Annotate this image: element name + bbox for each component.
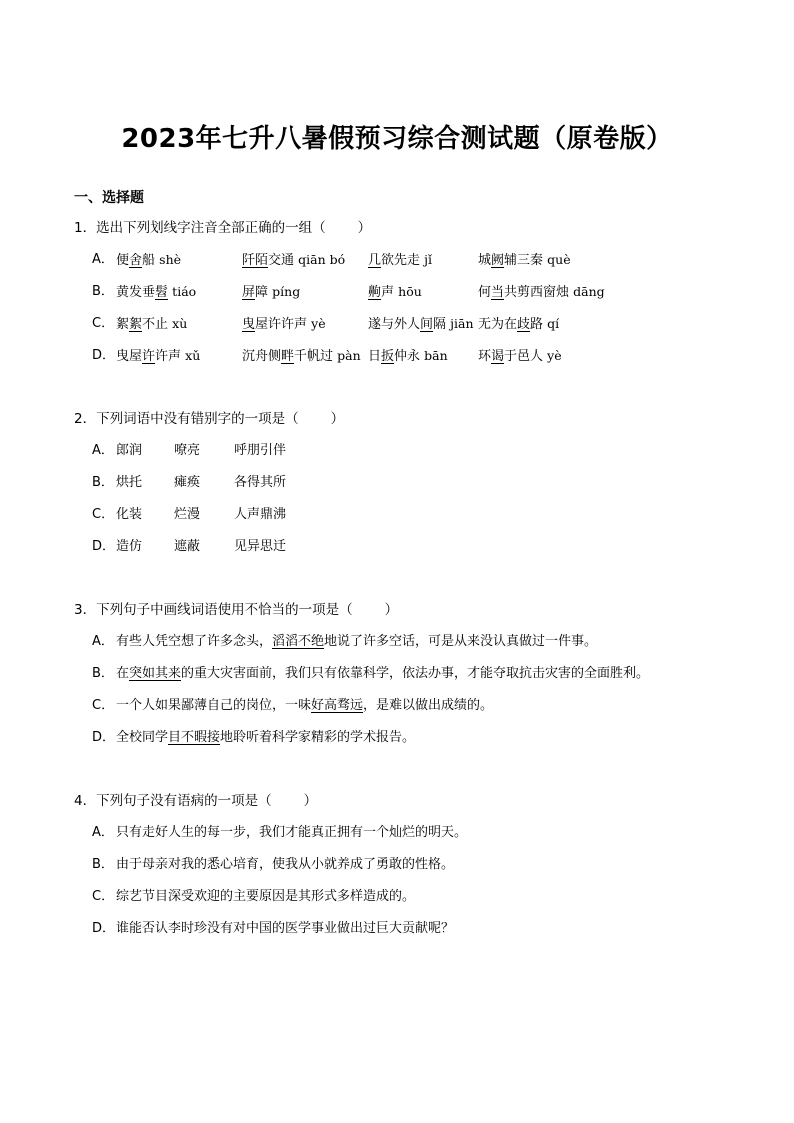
underlined-char: 舍: [129, 253, 143, 268]
word-text: 障: [255, 285, 273, 300]
word-item: [116, 340, 200, 373]
word-item: [242, 244, 345, 277]
word-item: [478, 340, 562, 373]
word-text: 隔: [433, 317, 451, 332]
underlined-phrase: 目不暇接: [168, 730, 221, 745]
underlined-char: 曳: [242, 317, 256, 332]
word-text: 声: [381, 285, 399, 300]
question-1: [74, 212, 754, 372]
pinyin: pàn: [337, 348, 361, 363]
underlined-char: 谒: [491, 349, 505, 364]
question-stem: 1．选出下列划线字注音全部正确的一组（ ）: [74, 220, 372, 236]
word-item: [116, 244, 181, 277]
sentence-text: 地聆听着科学家精彩的学术报告。: [220, 730, 416, 745]
word-text: 于邑人: [504, 349, 548, 364]
sentence-text: 谁能否认李时珍没有对中国的医学事业做出过巨大贡献呢？: [116, 921, 455, 936]
word-text: 无为在: [478, 317, 518, 332]
word-text: 不止: [142, 317, 173, 332]
pinyin: yè: [547, 348, 562, 363]
sentence-text: 在: [116, 666, 130, 681]
sentence-text: 有些人凭空想了许多念头，: [116, 634, 273, 649]
question-4: [74, 785, 754, 945]
word-text: 船: [142, 253, 160, 268]
word-item: [368, 244, 432, 277]
word-item: 呼朋引伴: [234, 443, 287, 458]
word-item: [478, 308, 559, 341]
option-label: C．: [92, 889, 115, 904]
sentence-text: 的重大灾害面前，我们只有依靠科学，依法办事，才能夺取抗击灾害的全面胜利。: [181, 666, 650, 681]
option-c: [74, 690, 754, 722]
underlined-char: 扳: [381, 349, 395, 364]
word-item: 人声鼎沸: [234, 507, 287, 522]
word-item: 烘托: [116, 475, 143, 490]
word-text: 日: [368, 349, 382, 364]
word-item: 见异思迁: [234, 539, 287, 554]
word-text: 沉舟侧: [242, 349, 282, 364]
word-text: 交通: [268, 253, 299, 268]
option-label: D．: [92, 348, 116, 363]
word-text: 千帆过: [294, 349, 338, 364]
underlined-phrase: 好高骛远: [311, 698, 364, 713]
option-label: A．: [92, 252, 114, 267]
option-d: [74, 913, 754, 945]
pinyin: dāng: [573, 284, 605, 299]
underlined-char: 几: [368, 253, 382, 268]
option-b: [74, 658, 754, 690]
option-a: [74, 817, 754, 849]
option-label: B．: [92, 475, 114, 490]
underlined-char: 阡陌: [242, 253, 269, 268]
option-a: [74, 244, 754, 276]
underlined-char: 齁: [368, 285, 382, 300]
option-label: D．: [92, 730, 116, 745]
option-label: B．: [92, 284, 114, 299]
word-item: 各得其所: [234, 475, 287, 490]
sentence-text: 全校同学: [116, 730, 169, 745]
pinyin: píng: [272, 284, 301, 299]
option-label: C．: [92, 507, 115, 522]
pinyin: qiān bó: [298, 252, 346, 267]
word-text: 屋许许声: [255, 317, 312, 332]
word-text: 遂与外人: [368, 317, 421, 332]
underlined-char: 歧: [517, 317, 531, 332]
section-heading: 一、选择题: [74, 190, 144, 206]
word-text: 仲永: [394, 349, 425, 364]
word-text: 黄发垂: [116, 285, 156, 300]
word-item: 造仿: [116, 539, 143, 554]
sentence-text: 一个人如果鄙薄自己的岗位，一味: [116, 698, 312, 713]
underlined-char: 许: [142, 349, 156, 364]
word-text: 欲先走: [381, 253, 425, 268]
word-item: [368, 276, 422, 309]
underlined-char: 当: [491, 285, 505, 300]
word-text: 辅三秦: [504, 253, 548, 268]
underlined-phrase: 突如其来: [129, 666, 182, 681]
sentence-text: 综艺节目深受欢迎的主要原因是其形式多样造成的。: [116, 889, 416, 904]
question-stem: 3．下列句子中画线词语使用不恰当的一项是（ ）: [74, 602, 399, 618]
pinyin: jǐ: [424, 252, 433, 267]
underlined-char: 间: [420, 317, 434, 332]
question-stem: 4．下列句子没有语病的一项是（ ）: [74, 793, 318, 809]
option-label: A．: [92, 634, 114, 649]
option-label: B．: [92, 666, 114, 681]
pinyin: què: [547, 252, 571, 267]
option-label: C．: [92, 316, 115, 331]
word-item: 化装: [116, 507, 143, 522]
option-label: A．: [92, 443, 114, 458]
word-item: 嘹亮: [174, 443, 201, 458]
option-d: [74, 722, 754, 754]
pinyin: bān: [424, 348, 448, 363]
option-a: [74, 435, 754, 467]
word-text: 环: [478, 349, 492, 364]
question-2: [74, 403, 754, 563]
word-item: 瘫痪: [174, 475, 201, 490]
option-label: B．: [92, 857, 114, 872]
word-text: 路: [530, 317, 548, 332]
option-a: [74, 626, 754, 658]
option-label: A．: [92, 825, 114, 840]
underlined-char: 絮: [129, 317, 143, 332]
question-stem: 2．下列词语中没有错别字的一项是（ ）: [74, 411, 345, 427]
option-label: D．: [92, 539, 116, 554]
word-text: 絮: [116, 317, 130, 332]
word-item: [116, 276, 196, 309]
underlined-char: 畔: [281, 349, 295, 364]
option-b: [74, 276, 754, 308]
word-text: 何: [478, 285, 492, 300]
word-text: 许声: [155, 349, 186, 364]
sentence-text: 地说了许多空话，可是从来没认真做过一件事。: [324, 634, 598, 649]
option-c: [74, 308, 754, 340]
word-text: 共剪西窗烛: [504, 285, 574, 300]
question-3: [74, 594, 754, 754]
sentence-text: 由于母亲对我的悉心培育，使我从小就养成了勇敢的性格。: [116, 857, 455, 872]
word-item: 郎润: [116, 443, 143, 458]
word-item: [478, 244, 571, 277]
word-item: [242, 340, 361, 373]
option-b: [74, 849, 754, 881]
pinyin: yè: [311, 316, 326, 331]
word-text: 曳屋: [116, 349, 143, 364]
option-label: D．: [92, 921, 116, 936]
pinyin: qí: [547, 316, 560, 331]
word-text: 便: [116, 253, 130, 268]
pinyin: shè: [159, 252, 182, 267]
option-c: [74, 499, 754, 531]
word-item: [478, 276, 605, 309]
sentence-text: 只有走好人生的每一步，我们才能真正拥有一个灿烂的明天。: [116, 825, 468, 840]
word-item: [368, 308, 474, 341]
underlined-phrase: 滔滔不绝: [272, 634, 325, 649]
word-text: 城: [478, 253, 492, 268]
word-item: [242, 308, 326, 341]
pinyin: jiān: [450, 316, 474, 331]
word-item: 遮蔽: [174, 539, 201, 554]
underlined-char: 阙: [491, 253, 505, 268]
word-item: [242, 276, 300, 309]
page-title: 2023年七升八暑假预习综合测试题（原卷版）: [121, 124, 673, 154]
word-item: 烂漫: [174, 507, 201, 522]
pinyin: xù: [172, 316, 188, 331]
underlined-char: 屏: [242, 285, 256, 300]
underlined-char: 髫: [155, 285, 169, 300]
sentence-text: ，是难以做出成绩的。: [363, 698, 494, 713]
pinyin: tiáo: [172, 284, 197, 299]
word-item: [116, 308, 187, 341]
word-item: [368, 340, 448, 373]
option-b: [74, 467, 754, 499]
option-label: C．: [92, 698, 115, 713]
pinyin: hōu: [398, 284, 422, 299]
option-d: [74, 340, 754, 372]
pinyin: xǔ: [185, 348, 201, 363]
option-d: [74, 531, 754, 563]
option-c: [74, 881, 754, 913]
